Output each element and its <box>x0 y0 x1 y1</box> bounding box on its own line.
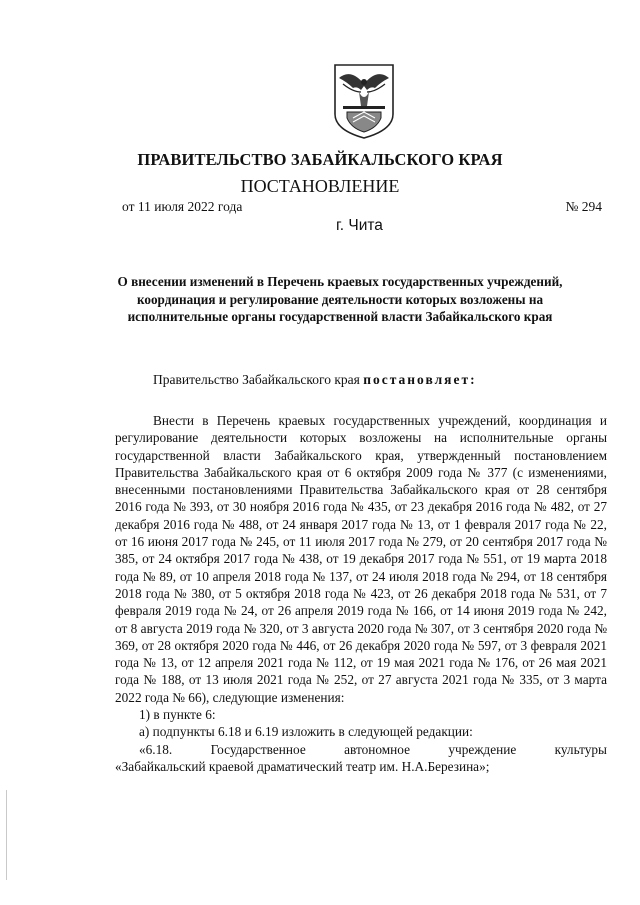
preamble <box>153 372 477 388</box>
main-paragraph: Внести в Перечень краевых государственных учреждений, координация и регулирование деятельности которых возложены на исполнительные органы государственной власти Забайкальского края, утвержденный постановлением Правительства Забайкальского края от 6 октября 2009 года № 377 (с изменениями, внесенными постановлениями Правительства Забайкальского края от 28 сентября 2016 года № 393, от 30 ноября 2016 года № 435, от 23 декабря 2016 года № 482, от 27 декабря 2016 года № 488, от 24 января 2017 года № 13, от 1 февраля 2017 года № 22, от 16 июня 2017 года № 245, от 11 июля 2017 года № 279, от 20 сентября 2017 года № 385, от 24 октября 2017 года № 438, от 19 декабря 2017 года № 551, от 19 марта 2018 года № 89, от 10 апреля 2018 года № 137, от 24 июля 2018 года № 294, от 18 сентября 2018 года № 380, от 5 октября 2018 года № 423, от 26 декабря 2018 года № 531, от 7 февраля 2019 года № 24, от 26 апреля 2019 года № 166, от 14 июня 2019 года № 242, от 8 августа 2019 года № 320, от 3 августа 2020 года № 307, от 3 сентября 2020 года № 369, от 28 октября 2020 года № 446, от 26 декабря 2020 года № 597, от 3 февраля 2021 года № 13, от 12 апреля 2021 года № 112, от 19 мая 2021 года № 176, от 26 мая 2021 года № 188, от 13 июля 2021 года № 252, от 27 августа 2021 года № 335, от 3 марта 2022 года № 66), следующие изменения: <box>115 413 607 705</box>
preamble-lead: Правительство Забайкальского края <box>153 372 360 387</box>
document-number: № 294 <box>565 199 602 214</box>
list-item-1: 1) в пункте 6: <box>139 707 216 723</box>
quote-line-1: «6.18. Государственное автономное учреждение культуры <box>139 741 607 757</box>
coat-of-arms-eagle-icon <box>331 62 397 140</box>
document-body <box>115 412 607 775</box>
document-date: от 11 июля 2022 года <box>122 199 243 214</box>
list-item-1a: а) подпункты 6.18 и 6.19 изложить в следующей редакции: <box>139 724 473 740</box>
document-type: ПОСТАНОВЛЕНИЕ <box>240 176 400 196</box>
document-city: г. Чита <box>336 217 383 234</box>
scan-edge-mark <box>6 790 7 880</box>
quote-line-2: «Забайкальский краевой драматический театр им. Н.А.Березина»; <box>115 758 490 774</box>
document-subject: О внесении изменений в Перечень краевых государственных учреждений, координация и регулирование деятельности которых возложены на исполнительные органы государственной власти Забайкальского края <box>117 274 563 324</box>
government-title: ПРАВИТЕЛЬСТВО ЗАБАЙКАЛЬСКОГО КРАЯ <box>137 150 503 169</box>
preamble-verb: постановляет: <box>363 372 477 387</box>
